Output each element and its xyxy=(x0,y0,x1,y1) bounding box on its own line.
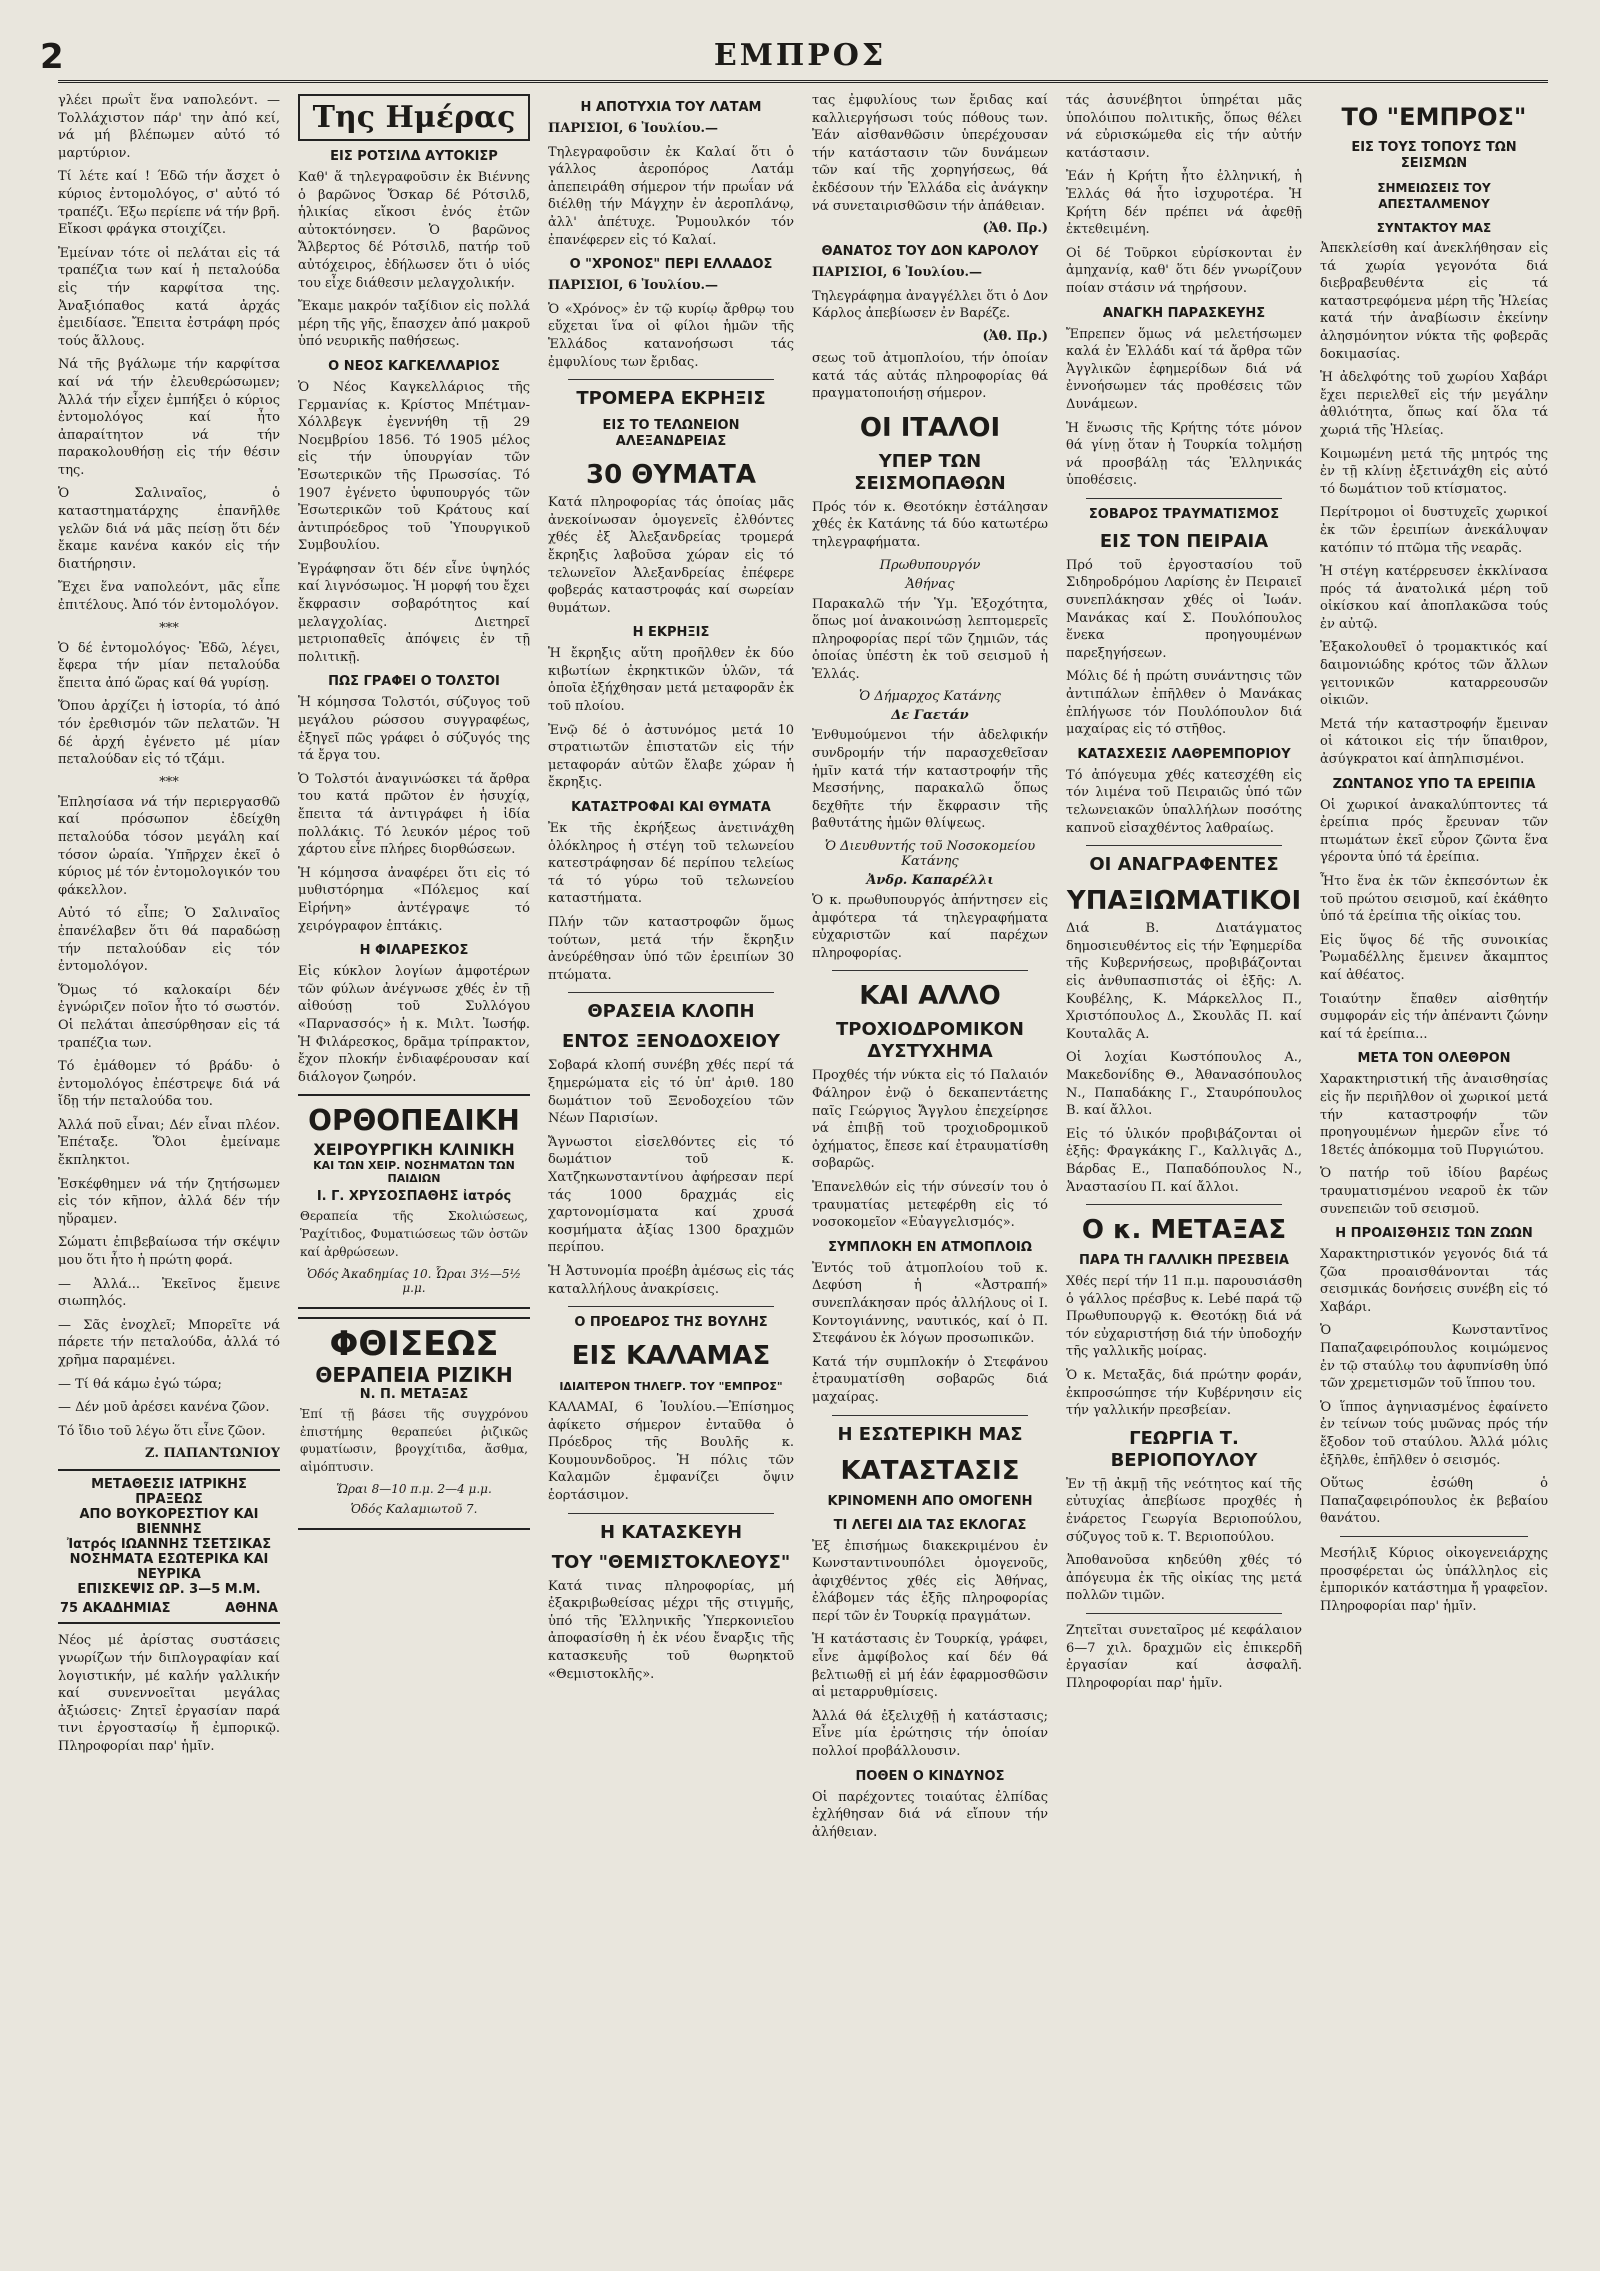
divider xyxy=(832,1415,1028,1416)
paragraph: Ἐν τῇ ἀκμῇ τῆς νεότητος καί τῆς εὐτυχίας ἀπεβίωσε προχθές ἡ ἐνάρετος Γεωργία Βεριοπούλου, σύζυγος τοῦ κ. Τ. Βεριοπούλου. xyxy=(1066,1476,1302,1545)
ad-line: ΚΑΙ ΤΩΝ ΧΕΙΡ. ΝΟΣΗΜΑΤΩΝ ΤΩΝ ΠΑΙΔΙΩΝ xyxy=(313,1159,515,1186)
paragraph: Σώματι ἐπιβεβαίωσα τήν σκέψιν μου ὅτι ἦτο ἡ πρώτη φορά. xyxy=(58,1235,280,1269)
paragraph: Σοβαρά κλοπή συνέβη χθές περί τά ξημερώματα εἰς τό ὑπ' ἀριθ. 180 δωμάτιον τοῦ Ξενοδοχείου τῶν Νέων Παρισίων. xyxy=(548,1058,794,1127)
paragraph: Διά Β. Διατάγματος δημοσιευθέντος εἰς τήν Ἐφημερίδα τῆς Κυβερνήσεως, προβιβάζονται εἰς ἀνθυπασπιστάς οἱ ἑξῆς: Λ. Κουβέλης, Κ. Μάρκελλος Π., Χριστόπουλος Δ., Σκουλᾶς Π. καί Κουταλᾶς Α. xyxy=(1066,921,1302,1042)
paragraph: Ὁ πατήρ τοῦ ἰδίου βαρέως τραυματισμένου νεαροῦ ἐκ τῶν συνεπειῶν τοῦ σεισμοῦ. xyxy=(1320,1166,1548,1217)
paragraph: Ὁ Νέος Καγκελλάριος τῆς Γερμανίας κ. Κρίστος Μπέτμαν-Χόλλβεγκ ἐγεννήθη τῇ 29 Νοεμβρίου 1856. Τό 1905 μέλος εἰς τήν ὑπουργίαν τῶν Ἐσωτερικῶν τῆς Πρωσσίας. Τό 1907 ἐγένετο ὑφυπουργός τῶν Ἐσωτερικῶν τοῦ Κράτους καί ἀντιπρόεδρος τοῦ Ὑπουργικοῦ Συμβουλίου. xyxy=(298,379,530,554)
paragraph: Τηλεγράφημα ἀναγγέλλει ὅτι ὁ Δον Κάρλος ἀπεβίωσεν ἐν Βαρέζε. xyxy=(812,288,1048,322)
paragraph: — Σᾶς ἐνοχλεῖ; Μπορεῖτε νά πάρετε τήν πεταλούδα, ἀλλά τό χρῆμα παραμένει. xyxy=(58,1317,280,1368)
source-credit: (Ἀθ. Πρ.) xyxy=(982,328,1048,344)
article-title: ΕΙΣ ΤΟΥΣ ΤΟΠΟΥΣ ΤΩΝ ΣΕΙΣΜΩΝ xyxy=(1351,140,1517,171)
divider xyxy=(832,970,1028,971)
paragraph: Εἰς κύκλον λογίων ἀμφοτέρων τῶν φύλων ἀνέγνωσε χθές ἐν τῇ αἰθούσῃ τοῦ Συλλόγου «Παρνασσός» ἡ κ. Μιλτ. Ἰωσήφ. Ἡ Φιλάρεσκος, δρᾶμα τρίπρακτον, ἔχον πλοκήν ἐνδιαφέρουσαν καί διάλογον ζωηρόν. xyxy=(298,964,530,1085)
divider xyxy=(1086,1204,1282,1205)
masthead xyxy=(40,38,1560,78)
divider xyxy=(1086,498,1282,499)
paragraph: Ἐνθυμούμενοι τήν ἀδελφικήν συνδρομήν τήν παρασχεθεῖσαν ἡμῖν κατά τήν καταστροφήν τῆς Μεσσήνης, παρακαλῶ ὅπως δεχθῆτε τήν ἔκφρασιν τῆς βαθυτάτης ἡμῶν θλίψεως. xyxy=(812,728,1048,832)
paragraph: Ἔχει ἕνα ναπολεόντ, μᾶς εἶπε ἐπιτέλους. Ἀπό τόν ἐντομολόγον. xyxy=(58,580,280,614)
ad-title: ΟΡΘΟΠΕΔΙΚΗ xyxy=(308,1104,520,1138)
article-title: Η ΦΙΛΑΡΕΣΚΟΣ xyxy=(359,943,469,959)
article-title: Ο ΠΡΟΕΔΡΟΣ ΤΗΣ ΒΟΥΛΗΣ xyxy=(574,1315,768,1331)
article-title: ΤΡΟΜΕΡΑ ΕΚΡΗΞΙΣ xyxy=(576,388,766,410)
column-6 xyxy=(1320,92,1548,2262)
ad-title: ΦΘΙΣΕΩΣ xyxy=(329,1324,499,1365)
paragraph: Ἦτο ἕνα ἐκ τῶν ἐκπεσόντων ἐκ τοῦ πρώτου σεισμοῦ, καί ἐκάθητο ὑπό τά ἐρείπια τῆς οἰκίας του. xyxy=(1320,874,1548,925)
paragraph: Χαρακτηριστικόν γεγονός διά τά ζῶα προαισθάνονται τάς σεισμικάς δονήσεις συνέβη εἰς τό Χαβάρι. xyxy=(1320,1247,1548,1315)
article-title: ΠΩΣ ΓΡΑΦΕΙ Ο ΤΟΛΣΤΟΙ xyxy=(328,674,500,690)
article-title: ΤΡΟΧΙΟΔΡΟΜΙΚΟΝ ΔΥΣΤΥΧΗΜΑ xyxy=(836,1019,1024,1063)
paragraph: Χθές περί τήν 11 π.μ. παρουσιάσθη ὁ γάλλος πρέσβυς κ. Lebé παρά τῷ Πρωθυπουργῷ κ. Θεοτόκῃ διά νά τόν εὐχαριστήσῃ διά τήν ὑποδοχήν τῆς γαλλικῆς μοίρας. xyxy=(1066,1274,1302,1360)
article-subhead: Η ΠΡΟΑΙΣΘΗΣΙΣ ΤΩΝ ΖΩΩΝ xyxy=(1335,1226,1533,1242)
paragraph: — Δέν μοῦ ἀρέσει κανένα ζῶον. xyxy=(58,1400,270,1416)
article-title: Ο ΝΕΟΣ ΚΑΓΚΕΛΛΑΡΙΟΣ xyxy=(328,358,500,374)
ad-line: Ἰατρός ΙΩΑΝΝΗΣ ΤΣΕΤΣΙΚΑΣ xyxy=(66,1537,272,1553)
paragraph: Ἡ Ἀστυνομία προέβη ἀμέσως εἰς τάς καταλλήλους ἀνακρίσεις. xyxy=(548,1263,794,1297)
article-title: ΓΕΩΡΓΙΑ Τ. ΒΕΡΙΟΠΟΥΛΟΥ xyxy=(1110,1427,1258,1471)
column-5 xyxy=(1066,92,1302,2262)
article-subtitle: ΣΗΜΕΙΩΣΕΙΣ ΤΟΥ ΑΠΕΣΤΑΛΜΕΝΟΥ xyxy=(1377,181,1491,211)
paragraph: Προχθές τήν νύκτα εἰς τό Παλαιόν Φάληρον ἐνῷ ὁ δεκαπεντάετης παῖς Γεώργιος Ἄγγλου ἐπεχείρησε νά ἐπιβῇ τοῦ τροχιοδρομικοῦ ὀχήματος, ἔπεσε καί ἐτραυματίσθη σοβαρῶς. xyxy=(812,1068,1048,1172)
paragraph: Ἐπλησίασα νά τήν περιεργασθῶ καί πρόσωπον ἐδείχθη πεταλούδα τόσον μεγάλη καί τόσον ὡραία. Ὑπῆρχεν ἐκεῖ ὁ κύριος μέ τόν ἐντομολογικόν του φάκελλον. xyxy=(58,794,280,898)
doctor-advertisement xyxy=(58,1469,280,1624)
paragraph: Κοιμωμένη μετά τῆς μητρός της ἐν τῇ κλίνῃ ἐξετινάχθη εἰς αὐτό τό δωμάτιον τοῦ κτίσματος. xyxy=(1320,446,1548,497)
paragraph: Ἐμείναν τότε οἱ πελάται εἰς τά τραπέζια των καί ἡ πεταλούδα εἰς τήν καρφίτσα της. Ἀναξιόπαθος κατά ἀρχάς ἐμειδίασε. Ἔπειτα ἐστράφη πρός τούς ἄλλους. xyxy=(58,245,280,349)
ad-address: 75 ΑΚΑΔΗΜΙΑΣ xyxy=(60,1601,171,1617)
classified-ad: Ζητεῖται συνεταῖρος μέ κεφάλαιον 6—7 χιλ. δραχμῶν εἰς ἐπικερδῆ ἐργασίαν καί ἀσφαλῆ. Πληροφορίαι παρ' ἡμῖν. xyxy=(1066,1623,1302,1691)
paragraph: Ἀλλά θά ἐξελιχθῇ ἡ κατάστασις; Εἶνε μία ἐρώτησις τήν ὁποίαν πολλοί προβάλλουσιν. xyxy=(812,1708,1048,1760)
paragraph: Ἀπεκλείσθη καί ἀνεκλήθησαν εἰς τά χωρία γεγονότα διά διεβραβευθέντα εἰς τά καταστρεφόμενα μέρη τῆς Ἠλείας κατά τήν ἀναβίωσιν ἐκείνην ἀλησμόνητον νύκτα τῆς φοβερᾶς δοκιμασίας. xyxy=(1320,241,1548,362)
article-subtitle: ΣΥΝΤΑΚΤΟΥ ΜΑΣ xyxy=(1376,221,1492,235)
paragraph: Ἀποθανοῦσα κηδεύθη χθές τό ἀπόγευμα ἐκ τῆς οἰκίας της μετά πολλῶν τιμῶν. xyxy=(1066,1553,1302,1604)
article-headline: ΟΙ ΙΤΑΛΟΙ xyxy=(859,412,1001,443)
paragraph: — Ἀλλά... Ἐκεῖνος ἔμεινε σιωπηλός. xyxy=(58,1276,280,1310)
paragraph: Χαρακτηριστική τῆς ἀναισθησίας εἰς ἥν περιῆλθον οἱ χωρικοί μετά τήν καταστροφήν τῶν προηγουμένων ἡμερῶν εἶνε τό 18ετές ἀπόκομμα τοῦ Πυργιώτου. xyxy=(1320,1072,1548,1158)
paragraph: γλέει πρωΐτ ἕνα ναπολεόντ. — Τολλάχιστον πάρ' την ἀπό κεί, νά μή βλέπωμεν αὐτό τό μαρτύριον. xyxy=(58,93,280,161)
source-credit: (Ἀθ. Πρ.) xyxy=(982,221,1048,237)
paragraph: Οἱ δέ Τοῦρκοι εὑρίσκονται ἐν ἀμηχανίᾳ, καθ' ὅτι δέν γνωρίζουν ποίαν στάσιν νά τηρήσουν. xyxy=(1066,245,1302,296)
paragraph: Ὁ Κωνσταντῖνος Παπαζαφειρόπουλος κοιμώμενος ἐν τῷ σταύλῳ του ἀφυπνίσθη ὑπό τῶν χρεμετισμῶν τοῦ ἵππου του. xyxy=(1320,1323,1548,1392)
article-subtitle: ΕΙΣ ΤΟ ΤΕΛΩΝΕΙΟΝ ΑΛΕΞΑΝΔΡΕΙΑΣ xyxy=(602,418,740,450)
paragraph: Παρακαλῶ τήν Ὑμ. Ἐξοχότητα, ὅπως μοί ἀνακοινώσῃ λεπτομερεῖς πληροφορίας περί τῶν ζημιῶν, τάς ὁποίας ὑπέστη ἐκ τοῦ σεισμοῦ ἡ Ἑλλάς. xyxy=(812,596,1048,682)
paragraph: Ἐνῷ δέ ὁ ἀστυνόμος μετά 10 στρατιωτῶν ἐπιστατῶν εἰς τήν μεταφοράν αὐτῶν ἔλαβε χώραν ἡ ἔκρηξις. xyxy=(548,722,794,791)
paragraph: Οἱ λοχίαι Κωστόπουλος Α., Μακεδονίδης Θ., Ἀθανασόπουλος Ν., Παπαδάκης Γ., Σταυρόπουλος Β. καί ἄλλοι. xyxy=(1066,1050,1302,1119)
paragraph: Κατά πληροφορίας τάς ὁποίας μᾶς ἀνεκοίνωσαν ὁμογενεῖς ἐλθόντες χθές ἐξ Ἀλεξανδρείας τρομερά ἔκρηξις λαβοῦσα χώραν εἰς τό τελωνεῖον Ἀλεξανδρείας ἐπέφερε φοβεράς καταστροφάς καί σωρείαν θυμάτων. xyxy=(548,495,794,616)
paragraph: Οἱ χωρικοί ἀνακαλύπτοντες τά ἐρείπια πρός ἔρευναν τῶν πτωμάτων ἐκεῖ εὗρον ζῶντα ἕνα γέροντα ὑπό τά ἐρείπια. xyxy=(1320,797,1548,866)
ad-hours: Ὥραι 8—10 π.μ. 2—4 μ.μ. xyxy=(336,1482,492,1497)
ad-text: Θεραπεία τῆς Σκολιώσεως, Ῥαχίτιδος, Φυματιώσεως τῶν ὀστῶν καί ἀρθρώσεων. xyxy=(300,1209,528,1259)
paragraph: Νά τῆς βγάλωμε τήν καρφίτσα καί νά τήν ἐλευθερώσωμεν; Ἀλλά τήν εἶχεν ἐμπήξει ὁ κύριος ἐντομολόγος καί ἦτο ἀπαραίτητον νά τήν παρακολουθήσῃ εἰς τήν θέσιν της. xyxy=(58,357,280,478)
signature-name: Ἀνδρ. Καπαρέλλι xyxy=(866,873,994,889)
divider xyxy=(568,1513,774,1514)
article-title: ΘΑΝΑΤΟΣ ΤΟΥ ΔΟΝ ΚΑΡΟΛΟΥ xyxy=(821,244,1039,260)
paragraph: Ὁ Σαλιναῖος, ὁ καταστηματάρχης ἐπανῆλθε γελῶν διά νά μᾶς πείσῃ ὅτι δέν ἔκαμε κανένα κακόν εἰς τήν διατήρησιν. xyxy=(58,486,280,572)
ad-subtitle: ΘΕΡΑΠΕΙΑ ΡΙΖΙΚΗ xyxy=(315,1363,513,1388)
clinic-advertisement xyxy=(298,1094,530,1309)
article-title: ΕΙΣ ΡΟΤΣΙΛΔ ΑΥΤΟΚΙΣΡ xyxy=(330,149,498,164)
article-title: ΑΝΑΓΚΗ ΠΑΡΑΣΚΕΥΗΣ xyxy=(1102,305,1266,321)
ad-subtitle: ΧΕΙΡΟΥΡΓΙΚΗ ΚΛΙΝΙΚΗ xyxy=(313,1140,515,1160)
paragraph: Τί λέτε καί ! Έδῶ τήν ἄσχετ ὁ κύριος ἐντομολόγος, σ' αὐτό τό τραπέζι. Έξω περίεπε νά τήν βρῆ. Εἴκοσι φράγκα στοιχίζει. xyxy=(58,169,280,238)
paragraph: Τό ἐμάθομεν τό βράδυ· ὁ ἐντομολόγος ἐπέστρεψε διά νά ἴδῃ τήν πεταλούδα του. xyxy=(58,1059,280,1110)
paragraph: Τοιαύτην ἔπαθεν αἰσθητήν συμφοράν εἰς τήν ἀπέναντι ζώνην καί τά ἐρείπια... xyxy=(1320,991,1548,1042)
addressee-city: Ἀθήνας xyxy=(905,576,955,592)
paragraph: Αὐτό τό εἶπε; Ὁ Σαλιναῖος ἐπανέλαβεν ὅτι θά παραδώσῃ τήν πεταλούδαν εἰς τόν ἐντομολόγον. xyxy=(58,906,280,975)
paragraph: Τό ἴδιο τοῦ λέγω ὅτι εἶνε ζῶον. xyxy=(58,1423,266,1439)
paragraph: Ἐσκέφθημεν νά τήν ζητήσωμεν εἰς τόν κῆπον, ἀλλά δέν τήν ηὕραμεν. xyxy=(58,1176,280,1227)
article-subtitle: ΚΡΙΝΟΜΕΝΗ ΑΠΟ ΟΜΟΓΕΝΗ xyxy=(827,1493,1033,1509)
article-subtitle: ΠΑΡΑ ΤΗ ΓΑΛΛΙΚΗ ΠΡΕΣΒΕΙΑ xyxy=(1079,1253,1289,1269)
paragraph: Ἐξακολουθεῖ ὁ τρομακτικός καί δαιμονιώδης κρότος τῶν ἄλλων γειτονικῶν καταρρεουσῶν οἰκιῶν. xyxy=(1320,640,1548,709)
paragraph: Πρό τοῦ ἐργοστασίου τοῦ Σιδηροδρόμου Λαρίσης ἐν Πειραιεῖ συνεπλάκησαν χθές οἱ Ἰωάν. Μανάκας καί Σ. Πουλόπουλος ἕνεκα προηγουμένων παρεξηγήσεων. xyxy=(1066,557,1302,661)
paragraph: Ὁ δέ ἐντομολόγος· Ἐδῶ, λέγει, ἔφερα τήν μίαν πεταλούδα ἔπειτα ἀπό ὥρας καί θά γυρίσῃ. xyxy=(58,640,280,691)
divider xyxy=(1086,845,1282,846)
paragraph: Ἡ κόμησσα Τολστόι, σύζυγος τοῦ μεγάλου ρώσσου συγγραφέως, ἐξηγεῖ πῶς γράφει ὁ σύζυγός της τά ἔργα του. xyxy=(298,695,530,764)
dateline: ΠΑΡΙΣΙΟΙ, 6 Ἰουλίου.— xyxy=(548,278,719,294)
ad-address: Ὁδός Καλαμιωτοῦ 7. xyxy=(350,1502,478,1517)
paragraph: Οὕτως ἐσώθη ὁ Παπαζαφειρόπουλος ἐκ βεβαίου θανάτου. xyxy=(1320,1476,1548,1527)
paragraph: ΚΑΛΑΜΑΙ, 6 Ἰουλίου.—Ἐπίσημος ἀφίκετο σήμερον ἐνταῦθα ὁ Πρόεδρος τῆς Βουλῆς κ. Κουμουνδοῦρος. Ἡ πόλις τῶν Καλαμῶν ἐμφανίζει ὄψιν ἑορτάσιμον. xyxy=(548,1400,794,1504)
column-1 xyxy=(58,92,280,2262)
paragraph: τάς ἀσυνέβητοι ὑπηρέται μᾶς ὑπολόιπου πολιτικῆς, ὅπως θέλει νά εὐρισκώμεθα εἰς τήν αὐτήν κατάστασιν. xyxy=(1066,93,1302,161)
paragraph: Ὅμως τό καλοκαίρι δέν ἐγνώριζεν ποῖον ἦτο τό σωστόν. Οἱ πελάται ἀπεσύρθησαν εἰς τά τραπέζια των. xyxy=(58,982,280,1051)
paragraph: Εἰς ὕψος δέ τῆς συνοικίας Ῥωμαδέλλης ἔμεινεν ἄκαμπτος καί ἀθέατος. xyxy=(1320,932,1548,983)
ad-line: ΕΠΙΣΚΕΨΙΣ ΩΡ. 3—5 Μ.Μ. xyxy=(77,1582,261,1598)
article-title: Η ΕΣΩΤΕΡΙΚΗ ΜΑΣ xyxy=(837,1423,1023,1445)
article-title: Η ΚΑΤΑΣΚΕΥΗ xyxy=(599,1521,743,1543)
paragraph: Ἔπρεπεν ὅμως νά μελετήσωμεν καλά ἐν Ἑλλάδι καί τά ἄρθρα τῶν Ἀγγλικῶν ἐφημερίδων διά νά ἐννοήσωμεν τάς προθέσεις τῶν Δυνάμεων. xyxy=(1066,326,1302,412)
paragraph: Ἐντός τοῦ ἀτμοπλοίου τοῦ κ. Δεφύση ἡ «Ἀστραπή» συνεπλάκησαν πρός ἀλλήλους οἱ Ι. Κοντογιάννης, ναυτικός, καί ὁ Π. Στεφάνου ἐκ λόγων προσωπικῶν. xyxy=(812,1260,1048,1347)
paragraph: Μετά τήν καταστροφήν ἔμειναν οἱ κάτοικοι εἰς τήν ὕπαιθρον, ἀσύγκρατοι καί ἀπηλπισμένοι. xyxy=(1320,716,1548,768)
article-headline: ΚΑΙ ΑΛΛΟ xyxy=(859,981,1001,1012)
author-signature: Ζ. ΠΑΠΑΝΤΩΝΙΟΥ xyxy=(145,1446,280,1462)
paragraph: Τηλεγραφοῦσιν ἐκ Καλαί ὅτι ὁ γάλλος ἀεροπόρος Λατάμ ἀπεπειράθη σήμερον τήν πρωΐαν νά διέλθῃ τήν Μάγχην ἐν ἀεροπλάνῳ, ἀλλ' ἀπέτυχε. Ῥυμουλκόν τόν ἐπανέφερεν εἰς τό Καλαί. xyxy=(548,144,794,248)
classified-ad: Μεσήλιξ Κύριος οἰκογενειάρχης προσφέρεται ὡς ὑπάλληλος εἰς ἐμπορικόν κατάστημα ἤ γραφεῖον. Πληροφορίαι παρ' ἡμῖν. xyxy=(1320,1546,1548,1614)
article-subhead: ΠΟΘΕΝ Ο ΚΙΝΔΥΝΟΣ xyxy=(855,1768,1005,1784)
paragraph: Ὁ «Χρόνος» ἐν τῷ κυρίῳ ἄρθρῳ του εὔχεται ἵνα οἱ φίλοι ἡμῶν τῆς Ἑλλάδος κατανοήσωσι τάς ἐμφυλίους των ἔριδας. xyxy=(548,301,794,370)
article-title: ΕΝΤΟΣ ΞΕΝΟΔΟΧΕΙΟΥ xyxy=(562,1031,780,1053)
paragraph: Ὁ ἵππος ἀγηνιασμένος ἐφαίνετο ἐν τείνων τούς μυῶνας πρός τήν ἔξοδον τοῦ σταύλου. Ἀλλά μόλις ἐξῆλθε, ἐπῆλθεν ὁ σεισμός. xyxy=(1320,1399,1548,1468)
ad-doctor: Ι. Γ. ΧΡΥΣΟΣΠΑΘΗΣ ἰατρός xyxy=(316,1189,512,1205)
paragraph: σεως τοῦ ἀτμοπλοίου, τήν ὁποίαν κατά τάς αὐτάς πληροφορίας θά πραγματοποιήσῃ σήμερον. xyxy=(812,350,1048,402)
article-title: ΣΥΜΠΛΟΚΗ ΕΝ ΑΤΜΟΠΛΟΙΩ xyxy=(828,1239,1032,1255)
article-headline: ΥΠΑΞΙΩΜΑΤΙΚΟΙ xyxy=(1066,886,1302,917)
divider xyxy=(568,1306,774,1307)
paragraph: — Τί θά κάμω ἐγώ τώρα; xyxy=(58,1376,222,1392)
article-title: Η ΑΠΟΤΥΧΙΑ ΤΟΥ ΛΑΤΑΜ xyxy=(580,100,762,115)
paragraph: Καθ' ἅ τηλεγραφοῦσιν ἐκ Βιέννης ὁ βαρῶνος Ὄσκαρ δέ Ρότσιλδ, ἡλικίας εἴκοσι ἐνός ἐτῶν αὐτοκτόνησεν. Ὁ βαρῶνος Ἄλβερτος δέ Ρότσιλδ, πατήρ τοῦ αὐτόχειρος, ἐδήλωσεν ὅτι ὁ υἱός του εἶχε διάθεσιν μελαγχολικήν. xyxy=(298,170,530,291)
paragraph: Ἄγνωστοι εἰσελθόντες εἰς τό δωμάτιον τοῦ κ. Χατζηκωνσταντίνου ἀφήρεσαν περί τάς 1000 δραχμάς εἰς χαρτονομίσματα καί χρυσά κοσμήματα ἀξίας 1300 δραχμῶν περίπου. xyxy=(548,1134,794,1256)
ad-line: ΜΕΤΑΘΕΣΙΣ ΙΑΤΡΙΚΗΣ ΠΡΑΞΕΩΣ xyxy=(91,1477,247,1508)
paragraph: Ὅπου ἀρχίζει ἡ ἱστορία, τό ἀπό τόν ἐρεθισμόν τῶν πελατῶν. Ἡ δέ ἀρχή ἐγένετο μέ μίαν πεταλούδαν εἰς τό τζάμι. xyxy=(58,699,280,768)
paragraph: Ὁ κ. πρωθυπουργός ἀπήντησεν εἰς ἀμφότερα τά τηλεγραφήματα εὐχαριστῶν καί παρέχων πληροφορίας. xyxy=(812,893,1048,961)
article-subhead: ΚΑΤΑΣΤΡΟΦΑΙ ΚΑΙ ΘΥΜΑΤΑ xyxy=(571,800,771,816)
paragraph: Κατά τινας πληροφορίας, μή ἐξακριβωθείσας μέχρι τῆς στιγμῆς, ὑπό τῆς Ἑλληνικῆς Ὑπερκονιεῖου ἀποφασίσθη ἡ ἐκ νέου ἔναρξις τῆς κατασκευῆς τοῦ θωρηκτοῦ «Θεμιστοκλῆς». xyxy=(548,1578,794,1682)
ad-text: Ἐπί τῇ βάσει τῆς συγχρόνου ἐπιστήμης θεραπεύει ῥιζικῶς φυματίωσιν, βρογχίτιδα, ἄσθμα, αἰμόπτυσιν. xyxy=(300,1407,528,1474)
article-headline: Ο κ. ΜΕΤΑΞΑΣ xyxy=(1081,1215,1287,1246)
paragraph: Ἡ στέγη κατέρρευσεν ἐκκλίνασα πρός τά ἀνατολικά μέρη τοῦ οἰκίσκου καί ἀποπλακῶσα τούς ἐν αὐτῷ. xyxy=(1320,564,1548,632)
article-title: Ο "ΧΡΟΝΟΣ" ΠΕΡΙ ΕΛΛΑΔΟΣ xyxy=(569,257,773,273)
dateline: ΠΑΡΙΣΙΟΙ, 6 Ἰουλίου.— xyxy=(548,121,719,136)
article-subhead: Η ΕΚΡΗΞΙΣ xyxy=(632,625,710,641)
divider xyxy=(568,992,774,993)
article-title: ΘΡΑΣΕΙΑ ΚΛΟΠΗ xyxy=(587,1001,755,1023)
paragraph: Ἡ κατάστασις ἐν Τουρκίᾳ, γράφει, εἶνε ἀμφίβολος καί δέν θά βελτιωθῇ εἰ μή ἐάν ἐφαρμοσθῶσιν αἱ μεταρρυθμίσεις. xyxy=(812,1632,1048,1701)
article-headline: 30 ΘΥΜΑΤΑ xyxy=(585,460,756,491)
paragraph: Μόλις δέ ἡ πρώτη συνάντησις τῶν ἀντιπάλων ἐπῆλθεν ὁ Μανάκας ἐπλήγωσε τόν Πουλόπουλον διά μαχαίρας εἰς τό στῆθος. xyxy=(1066,669,1302,738)
ad-line: ΝΟΣΗΜΑΤΑ ΕΣΩΤΕΡΙΚΑ ΚΑΙ ΝΕΥΡΙΚΑ xyxy=(69,1552,269,1583)
paragraph: Ἐάν ἡ Κρήτη ἦτο ἑλληνική, ἡ Ἑλλάς θά ἦτο ἰσχυροτέρα. Ἡ Κρήτη δέν πρέπει νά ἀφεθῇ ἐκτεθειμένη. xyxy=(1066,169,1302,238)
paragraph: Ἐπανελθών εἰς τήν σύνεσίν του ὁ τραυματίας μετεφέρθη εἰς τό νοσοκομεῖον «Εὐαγγελισμός». xyxy=(812,1179,1048,1231)
article-subhead: ΖΩΝΤΑΝΟΣ ΥΠΟ ΤΑ ΕΡΕΙΠΙΑ xyxy=(1332,776,1536,792)
tuberculosis-advertisement xyxy=(298,1317,530,1530)
ad-doctor: Ν. Π. ΜΕΤΑΞΑΣ xyxy=(359,1387,469,1403)
section-stars: *** xyxy=(159,774,179,790)
paragraph: Ὁ κ. Μεταξᾶς, διά πρώτην φοράν, ἐκπροσώπησε τήν Κυβέρνησιν εἰς τήν γαλλικήν πρεσβείαν. xyxy=(1066,1368,1302,1419)
paragraph: Ἀλλά ποῦ εἶναι; Δέν εἶναι πλέον. Ἐπέταξε. Ὅλοι ἐμείναμε ἔκπληκτοι. xyxy=(58,1117,280,1169)
article-title: ΣΟΒΑΡΟΣ ΤΡΑΥΜΑΤΙΣΜΟΣ xyxy=(1088,506,1280,522)
ad-line: ΑΠΟ ΒΟΥΚΟΡΕΣΤΙΟΥ ΚΑΙ ΒΙΕΝΝΗΣ xyxy=(79,1507,259,1538)
divider xyxy=(1086,1613,1282,1614)
article-title: ΟΙ ΑΝΑΓΡΑΦΕΝΤΕΣ xyxy=(1089,854,1279,876)
article-subtitle: ΤΙ ΛΕΓΕΙ ΔΙΑ ΤΑΣ ΕΚΛΟΓΑΣ xyxy=(833,1517,1027,1533)
paragraph: τας ἐμφυλίους των ἔριδας καί καλλιεργήσωσι τούς πόθους των. Ἐάν αἰσθανθῶσιν ὑπερέχουσαν τήν κατάστασιν τῶν δυνάμεων τῶν καί τῆς χορηγήσεως, θά ἐκδέσουν τήν Ἑλλάδα εἰς ἀνάγκην νά συνεταιρισθῶσιν τήν ἀπάθειαν. xyxy=(812,93,1048,214)
paragraph: Ἐξ ἐπισήμως διακεκριμένου ἐν Κωνσταντινουπόλει ὁμογενοῦς, ἀφιχθέντος χθές εἰς Ἀθήνας, ἐλάβομεν τάς ἑξῆς πληροφορίας περί τῶν ἐν Τουρκίᾳ πραγμάτων. xyxy=(812,1538,1048,1624)
paragraph: Εἰς τό ὑλικόν προβιβάζονται οἱ ἑξῆς: Φραγκάκης Γ., Καλλιγᾶς Δ., Βάρδας Ε., Παπαδόπουλος Ν., Ἀναστασίου Π. καί ἄλλοι. xyxy=(1066,1126,1302,1195)
article-title: ΚΑΤΑΣΧΕΣΙΣ ΛΑΘΡΕΜΠΟΡΙΟΥ xyxy=(1077,746,1291,762)
paragraph: Πλήν τῶν καταστροφῶν ὅμως τούτων, μετά τήν ἔκρηξιν ἀνεύρέθησαν ὑπό τῶν ἐρειπίων 30 πτώματα. xyxy=(548,915,794,983)
page-number: 2 xyxy=(40,37,64,77)
paragraph: Ἔκαμε μακρόν ταξίδιον εἰς πολλά μέρη τῆς γῆς, ἔπασχεν ἀπό μακροῦ ὑπό νευρικῆς παθήσεως. xyxy=(298,299,530,350)
paragraph: Κατά τήν συμπλοκήν ὁ Στεφάνου ἐτραυματίσθη σοβαρῶς διά μαχαίρας. xyxy=(812,1354,1048,1405)
article-title: ΤΟΥ "ΘΕΜΙΣΤΟΚΛΕΟΥΣ" xyxy=(551,1551,791,1573)
ad-city: ΑΘΗΝΑ xyxy=(225,1601,278,1617)
column-2 xyxy=(298,92,530,2262)
signature-title: Ὁ Διευθυντής τοῦ Νοσοκομείου Κατάνης xyxy=(824,839,1036,870)
addressee: Πρωθυπουργόν xyxy=(879,557,981,573)
dateline: ΠΑΡΙΣΙΟΙ, 6 Ἰουλίου.— xyxy=(812,265,983,281)
paragraph: Ὁ Τολστόι ἀναγινώσκει τά ἄρθρα του κατά πρῶτον ἐν ἡσυχίᾳ, ἔπειτα τά ἀντιγράφει ἡ ἰδία πολλάκις. Τό λευκόν μέρος τοῦ χάρτου εἶνε πλήρες διορθώσεων. xyxy=(298,771,530,858)
ad-address: Ὁδός Ἀκαδημίας 10. Ὧραι 3½—5½ μ.μ. xyxy=(306,1267,522,1296)
paragraph: Ἡ ἕνωσις τῆς Κρήτης τότε μόνον θά γίνῃ ὅταν ἡ Τουρκία τολμήσῃ νά προσβάλῃ τάς Ἑλληνικάς ὑποθέσεις. xyxy=(1066,420,1302,489)
paragraph: Ἐγράφησαν ὅτι δέν εἶνε ὑψηλός καί λιγνόσωμος. Ἡ μορφή του ἔχει ἔκφρασιν σοβαρότητος καί μελαγχολίας. Διετηρεῖ μετριοπαθεῖς ἀπόψεις ἐν τῇ πολιτικῇ. xyxy=(298,561,530,665)
section-stars: *** xyxy=(159,620,179,636)
column-4 xyxy=(812,92,1048,2262)
divider xyxy=(1340,1536,1528,1537)
article-subtitle: ΙΔΙΑΙΤΕΡΟΝ ΤΗΛΕΓΡ. ΤΟΥ "ΕΜΠΡΟΣ" xyxy=(559,1380,783,1394)
paragraph: Ἐκ τῆς ἐκρήξεως ἀνετινάχθη ὁλόκληρος ἡ στέγη τοῦ τελωνείου κατεστράφησαν δέ περίπου τελείως τά τό γύρω τοῦ τελωνείου καταστήματα. xyxy=(548,821,794,907)
paragraph: Ἡ κόμησσα ἀναφέρει ὅτι εἰς τό μυθιστόρημα «Πόλεμος καί Εἰρήνη» ἀντέγραψε τό χειρόγραφον ἑπτάκις. xyxy=(298,865,530,934)
classified-ad: Νέος μέ ἀρίστας συστάσεις γνωρίζων τήν διπλογραφίαν καί λογιστικήν, μέ καλήν γαλλικήν καί συνεννοεῖται μεγάλας ἀξιώσεις· Ζητεῖ ἐργασίαν παρά τινι ἐργοστασίῳ ἤ ἐμπορικῷ. Πληροφορίαι παρ' ἡμῖν. xyxy=(58,1633,280,1754)
masthead-rule xyxy=(58,80,1548,83)
article-title: ΥΠΕΡ ΤΩΝ ΣΕΙΣΜΟΠΑΘΩΝ xyxy=(854,450,1006,494)
paragraph: Ἡ ἔκρηξις αὕτη προῆλθεν ἐκ δύο κιβωτίων ἐκρηκτικῶν ὑλῶν, τά ὁποῖα ἐξήχθησαν μετά μεταφορᾶν ἐκ τοῦ πλοίου. xyxy=(548,646,794,715)
article-subhead: ΜΕΤΑ ΤΟΝ ΟΛΕΘΡΟΝ xyxy=(1357,1051,1511,1067)
article-headline: ΤΟ "ΕΜΠΡΟΣ" xyxy=(1341,103,1527,131)
paragraph: Περίτρομοι οἱ δυστυχεῖς χωρικοί ἐκ τῶν ἐρειπίων ἀνεκάλυψαν κατόπιν τό πτῶμα τῆς νεαρᾶς. xyxy=(1320,505,1548,556)
newspaper-title: ΕΜΠΡΟΣ xyxy=(713,38,887,73)
paragraph: Οἱ παρέχοντες τοιαύτας ἐλπίδας ἐχλήθησαν διά νά εἴπουν τήν ἀλήθειαν. xyxy=(812,1789,1048,1840)
signature-name: Δε Γαετάν xyxy=(891,708,969,724)
article-title: ΕΙΣ ΤΟΝ ΠΕΙΡΑΙΑ xyxy=(1099,530,1269,552)
divider xyxy=(568,379,774,380)
paragraph: Ἡ ἀδελφότης τοῦ χωρίου Χαβάρι ἔχει περιελθεῖ εἰς τήν μεγάλην ἀθλιότητα, ὅπως καί ὅλα τά χωριά τῆς Ἠλείας. xyxy=(1320,370,1548,438)
paragraph: Πρός τόν κ. Θεοτόκην ἐστάλησαν χθές ἐκ Κατάνης τά δύο κατωτέρω τηλεγραφήματα. xyxy=(812,499,1048,550)
signature-title: Ὁ Δήμαρχος Κατάνης xyxy=(859,689,1001,705)
paragraph: Τό ἀπόγευμα χθές κατεσχέθη εἰς τόν λιμένα τοῦ Πειραιῶς ὑπό τῶν τελωνειακῶν ὑπαλλήλων ποσότης καπνοῦ εἰσαχθέντος λαθραίως. xyxy=(1066,767,1302,836)
column-3 xyxy=(548,92,794,2262)
article-headline: ΚΑΤΑΣΤΑΣΙΣ xyxy=(840,1455,1020,1486)
section-header: Της Ημέρας xyxy=(298,94,530,141)
article-headline: ΕΙΣ ΚΑΛΑΜΑΣ xyxy=(571,1341,771,1372)
